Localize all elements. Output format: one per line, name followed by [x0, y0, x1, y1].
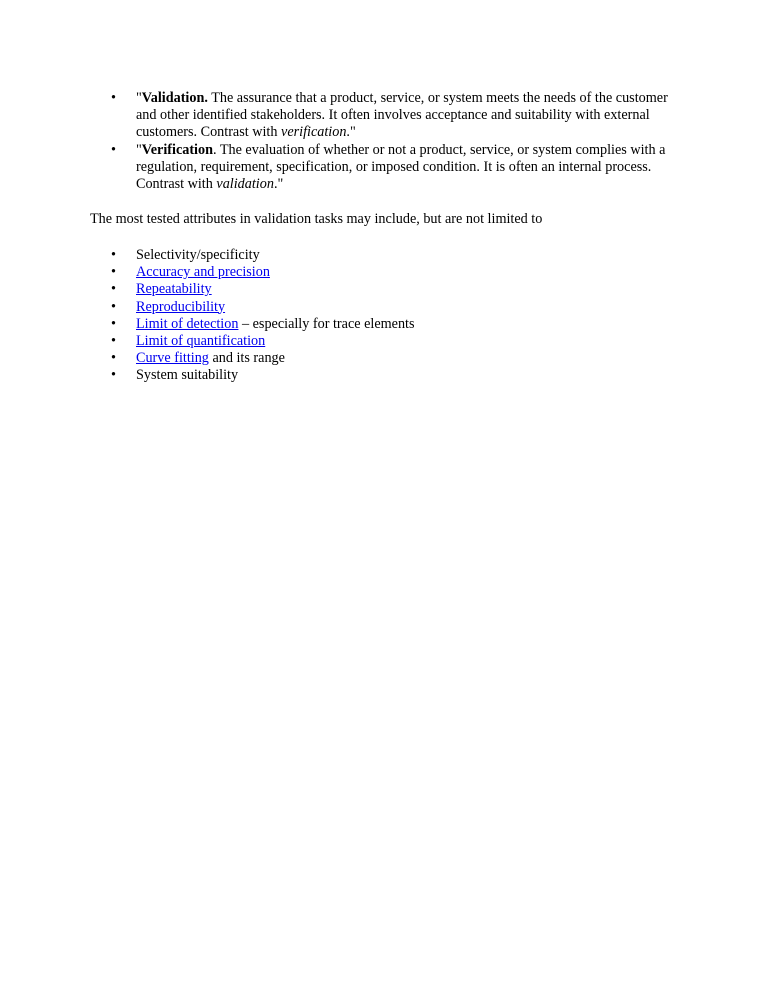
bullet-icon: •: [111, 315, 116, 332]
bullet-icon: •: [111, 298, 116, 315]
attribute-item-system-suitability: [90, 367, 690, 384]
limit-of-quantification-link[interactable]: Limit of quantification: [136, 333, 266, 350]
attribute-text: Selectivity/specificity: [136, 247, 260, 263]
open-quote: ": [136, 90, 142, 106]
repeatability-link[interactable]: Repeatability: [136, 281, 212, 298]
curve-fitting-link[interactable]: Curve fitting: [136, 350, 209, 367]
attribute-item-curve-fitting: [90, 350, 690, 367]
definition-item-validation: [90, 90, 690, 142]
attribute-item-accuracy: [90, 264, 690, 281]
attribute-text: System suitability: [136, 367, 239, 384]
reproducibility-link[interactable]: Reproducibility: [136, 298, 226, 315]
bullet-icon: •: [111, 264, 116, 281]
attribute-suffix: and its range: [208, 350, 285, 367]
bullet-icon: •: [111, 350, 116, 367]
definitions-list: [90, 90, 690, 193]
intro-paragraph: The most tested attributes in validation tasks may include, but are not limited to: [90, 211, 543, 227]
attribute-item-reproducibility: [90, 299, 690, 316]
accuracy-precision-link[interactable]: Accuracy and precision: [136, 264, 270, 281]
limit-of-detection-link[interactable]: Limit of detection: [136, 315, 239, 332]
definition-close: .": [273, 176, 284, 193]
contrast-term: validation: [216, 176, 274, 193]
bullet-icon: •: [111, 333, 116, 350]
contrast-term: verification: [281, 124, 347, 141]
bullet-icon: •: [111, 367, 116, 384]
attribute-item-selectivity: [90, 247, 690, 264]
definition-term: Verification: [141, 141, 213, 158]
open-quote: ": [136, 141, 142, 158]
definition-close: .": [346, 124, 356, 141]
attributes-list: [90, 247, 690, 385]
attribute-suffix: – especially for trace elements: [238, 315, 415, 332]
bullet-icon: •: [111, 247, 116, 263]
bullet-icon: •: [111, 141, 116, 158]
attribute-item-limit-quantification: [90, 333, 690, 350]
bullet-icon: •: [111, 281, 116, 298]
attribute-item-repeatability: [90, 281, 690, 298]
definition-body: . The evaluation of whether or not a product, service, or system complies with a regulation, requirement, specification, or imposed condition. It is often an internal process. Contrast with: [136, 141, 666, 193]
definition-term: Validation.: [141, 90, 208, 106]
definition-item-verification: [90, 142, 690, 194]
definition-body: The assurance that a product, service, or system meets the needs of the customer and other identified stakeholders. It often involves acceptance and suitability with external customers. Contrast with: [136, 90, 668, 141]
attribute-item-limit-detection: [90, 316, 690, 333]
bullet-icon: •: [111, 90, 116, 106]
